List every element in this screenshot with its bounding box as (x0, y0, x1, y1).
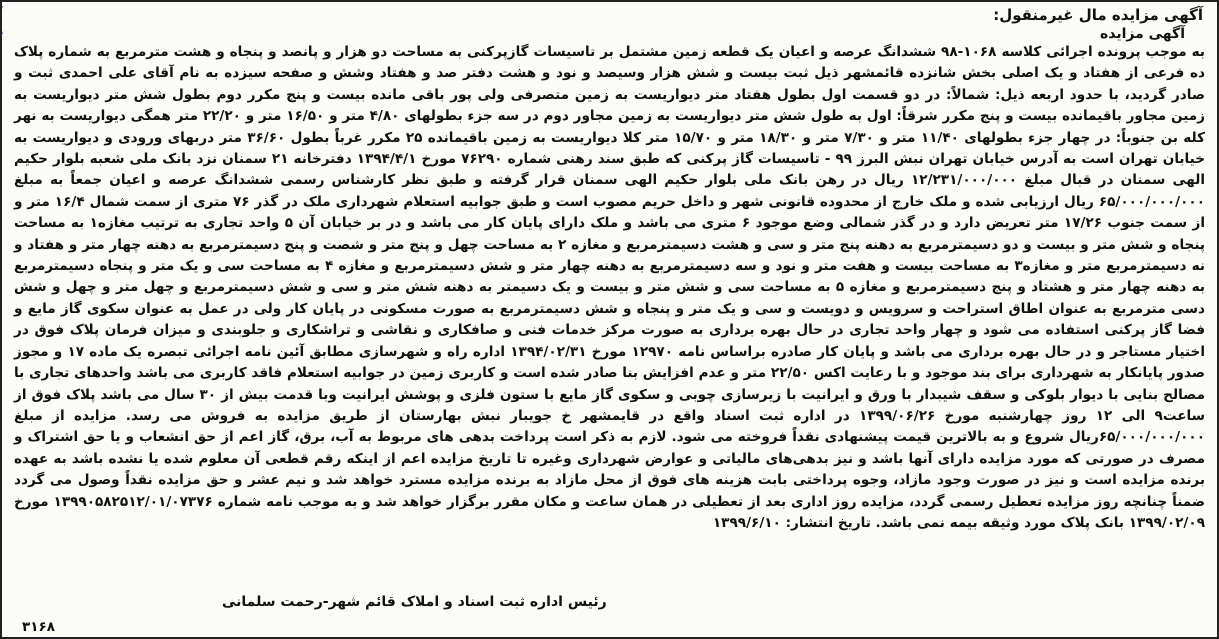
notice-heading: آگهی مزایده مال غیرمنقول: (993, 6, 1203, 24)
margin-mark (0, 6, 10, 34)
notice-code: ۳۱۶۸ (22, 619, 55, 635)
signature-line: رئیس اداره ثبت اسناد و املاک قائم شهر-رحمت سلمانی (222, 594, 607, 610)
notice-body: به موجب پرونده اجرائی کلاسه ۱۰۶۸-۹۸ ششدانگ عرصه و اعیان یک قطعه زمین مشتمل بر تاسیسات گازپرکنی به مساحت دو هزار و پانصد و پنجاه و هشت مترمربع به شماره پلاک ده فرعی از هفتاد و یک اصلی بخش شانزده قائمشهر ذیل ثبت بیست و شش هزار وسیصد و نود و هشت دفتر صد و هفتاد وشش و صفحه سیزده به نام آقای علی احمدی ثبت و صادر گردید، با حدود اربعه ذیل: شمالاً: در دو قسمت اول بطول هفتاد متر دیواریست به زمین متصرفی ولی پور باقی مانده بیست و پنج مکرر دوم بطول شش متر دیواریست به زمین مجاور باقیمانده بیست و پنج مکرر شرقاً: اول به طول شش متر دیواریست به زمین مجاور دوم در سه جزء بطولهای ۴/۸۰ متر و ۱۶/۵۰ متر و ۲۲/۲۰ متر همگی دیواریست به نهر کله بن جنوباً: در چهار جزء بطولهای ۱۱/۴۰ متر و ۷/۳۰ متر و ۱۸/۳۰ متر و ۱۵/۷۰ متر کلا دیواریست به زمین باقیمانده ۲۵ مکرر غرباً بطول ۳۶/۶۰ متر دربهای ورودی و دیواریست به خیابان تهران است به آدرس خیابان تهران نبش البرز ۹۹ - تاسیسات گاز پرکنی که طبق سند رهنی شماره ۷۶۲۹۰ مورخ ۱۳۹۴/۴/۱ دفترخانه ۲۱ سمنان نزد بانک ملی شعبه بلوار حکیم الهی سمنان در قبال مبلغ ۱۲/۲۳۱/۰۰۰/۰۰۰ ریال در رهن بانک ملی بلوار حکیم الهی سمنان قرار گرفته و طبق نظر کارشناس رسمی ششدانگ عرصه و اعیان جمعاً به مبلغ ۶۵/۰۰۰/۰۰۰/۰۰۰ ریال ارزیابی شده و ملک خارج از محدوده قانونی شهر و داخل حریم مصوب است و طبق جوابیه استعلام شهرداری ملک در گذر ۷۶ متری از سمت شمال ۱۶/۴ متر و از سمت جنوب ۱۷/۲۶ متر تعریض دارد و در گذر شمالی وضع موجود ۶ متری می باشد و ملک دارای پایان کار می باشد و در بر خیابان آن ۵ واحد تجاری به ترتیب مغازه۱ به مساحت پنجاه و شش متر و بیست و دو دسیمترمربع به دهنه پنج متر و سی و هشت دسیمترمربع و مغازه ۲ به مساحت چهل و پنج متر و شصت و پنج دسیمترمربع به دهنه چهار متر و هفتاد و نه دسیمترمربع متر و مغازه۳ به مساحت بیست و هفت متر و نود و سه دسیمترمربع به دهنه چهار متر و شش دسیمترمربع و مغازه ۴ به مساحت سی و یک متر و پنجاه دسیمترمربع به دهنه چهار متر و هشتاد و پنج دسیمترمربع و مغازه ۵ به مساحت سی و شش متر و بیست و یک دسیمتر به دهنه شش متر و سی و شش دسیمترمربع و چهل متر و چهل و شش دسی مترمربع به عنوان اطاق استراحت و سرویس و دویست و سی و یک متر و پنجاه و شش دسیمترمربع به صورت مسکونی در پایان کار ولی در عمل به عنوان سکوی گاز مایع و فضا گاز پرکنی استفاده می شود و چهار واحد تجاری در حال بهره برداری به صورت مرکز خدمات فنی و صافکاری و نقاشی و تراشکاری و جلوبندی و میزان فرمان پلاک فوق در اختیار مستاجر و در حال بهره برداری می باشد و پایان کار صادره براساس نامه ۱۲۹۷۰ مورخ ۱۳۹۴/۰۲/۳۱ اداره راه و شهرسازی مطابق آئین نامه اجرائی تبصره یک ماده ۱۷ و مجوز صدور پایانکار به شهرداری برای بند موجود و با رعایت اکس ۲۲/۵۰ متر و عدم افزایش بنا صادر شده است و کاربری زمین در جوابیه استعلام فاقد کاربری می باشد واحدهای تجاری با مصالح بنایی با دیوار بلوکی و سقف شیبدار با ورق و ایرانیت با زیرسازی چوبی و سکوی گاز مایع با ستون فلزی و پوشش ایرانیت وبا قدمت بیش از ۳۰ سال می باشد پلاک فوق از ساعت۹ الی ۱۲ روز چهارشنبه مورخ ۱۳۹۹/۰۶/۲۶ در اداره ثبت اسناد واقع در قایمشهر خ جویبار نبش بهارستان از طریق مزایده به فروش می رسد. مزایده از مبلغ ۶۵/۰۰۰/۰۰۰/۰۰۰ریال شروع و به بالاترین قیمت پیشنهادی نقداً فروخته می شود. لازم به ذکر است پرداخت بدهی های مربوط به آب، برق، گاز اعم از حق انشعاب و یا حق اشتراک و مصرف در صورتی که مورد مزایده دارای آنها باشد و نیز بدهی‌های مالیاتی و عوارض شهرداری وغیره تا تاریخ مزایده اعم از اینکه رقم قطعی آن معلوم شده یا نشده باشد به عهده برنده مزایده است و نیز در صورت وجود مازاد، وجوه پرداختی بابت هزینه های فوق از محل مازاد به برنده مزایده مسترد خواهد شد و نیم عشر و حق مزایده نقداً وصول می گردد ضمناً چنانچه روز مزایده تعطیل رسمی گردد، مزایده روز اداری بعد از تعطیلی در همان ساعت و مکان مقرر برگزار خواهد شد و به موجب نامه شماره ۱۳۹۹۰۵۸۲۵۱۲/۰۱/۰۷۳۷۶ مورخ ۱۳۹۹/۰۲/۰۹ بانک پلاک مورد وثیقه بیمه نمی باشد. تاریخ انتشار: ۱۳۹۹/۶/۱۰ (14, 44, 1206, 531)
notice-subheading: آگهی مزایده (1099, 26, 1185, 42)
